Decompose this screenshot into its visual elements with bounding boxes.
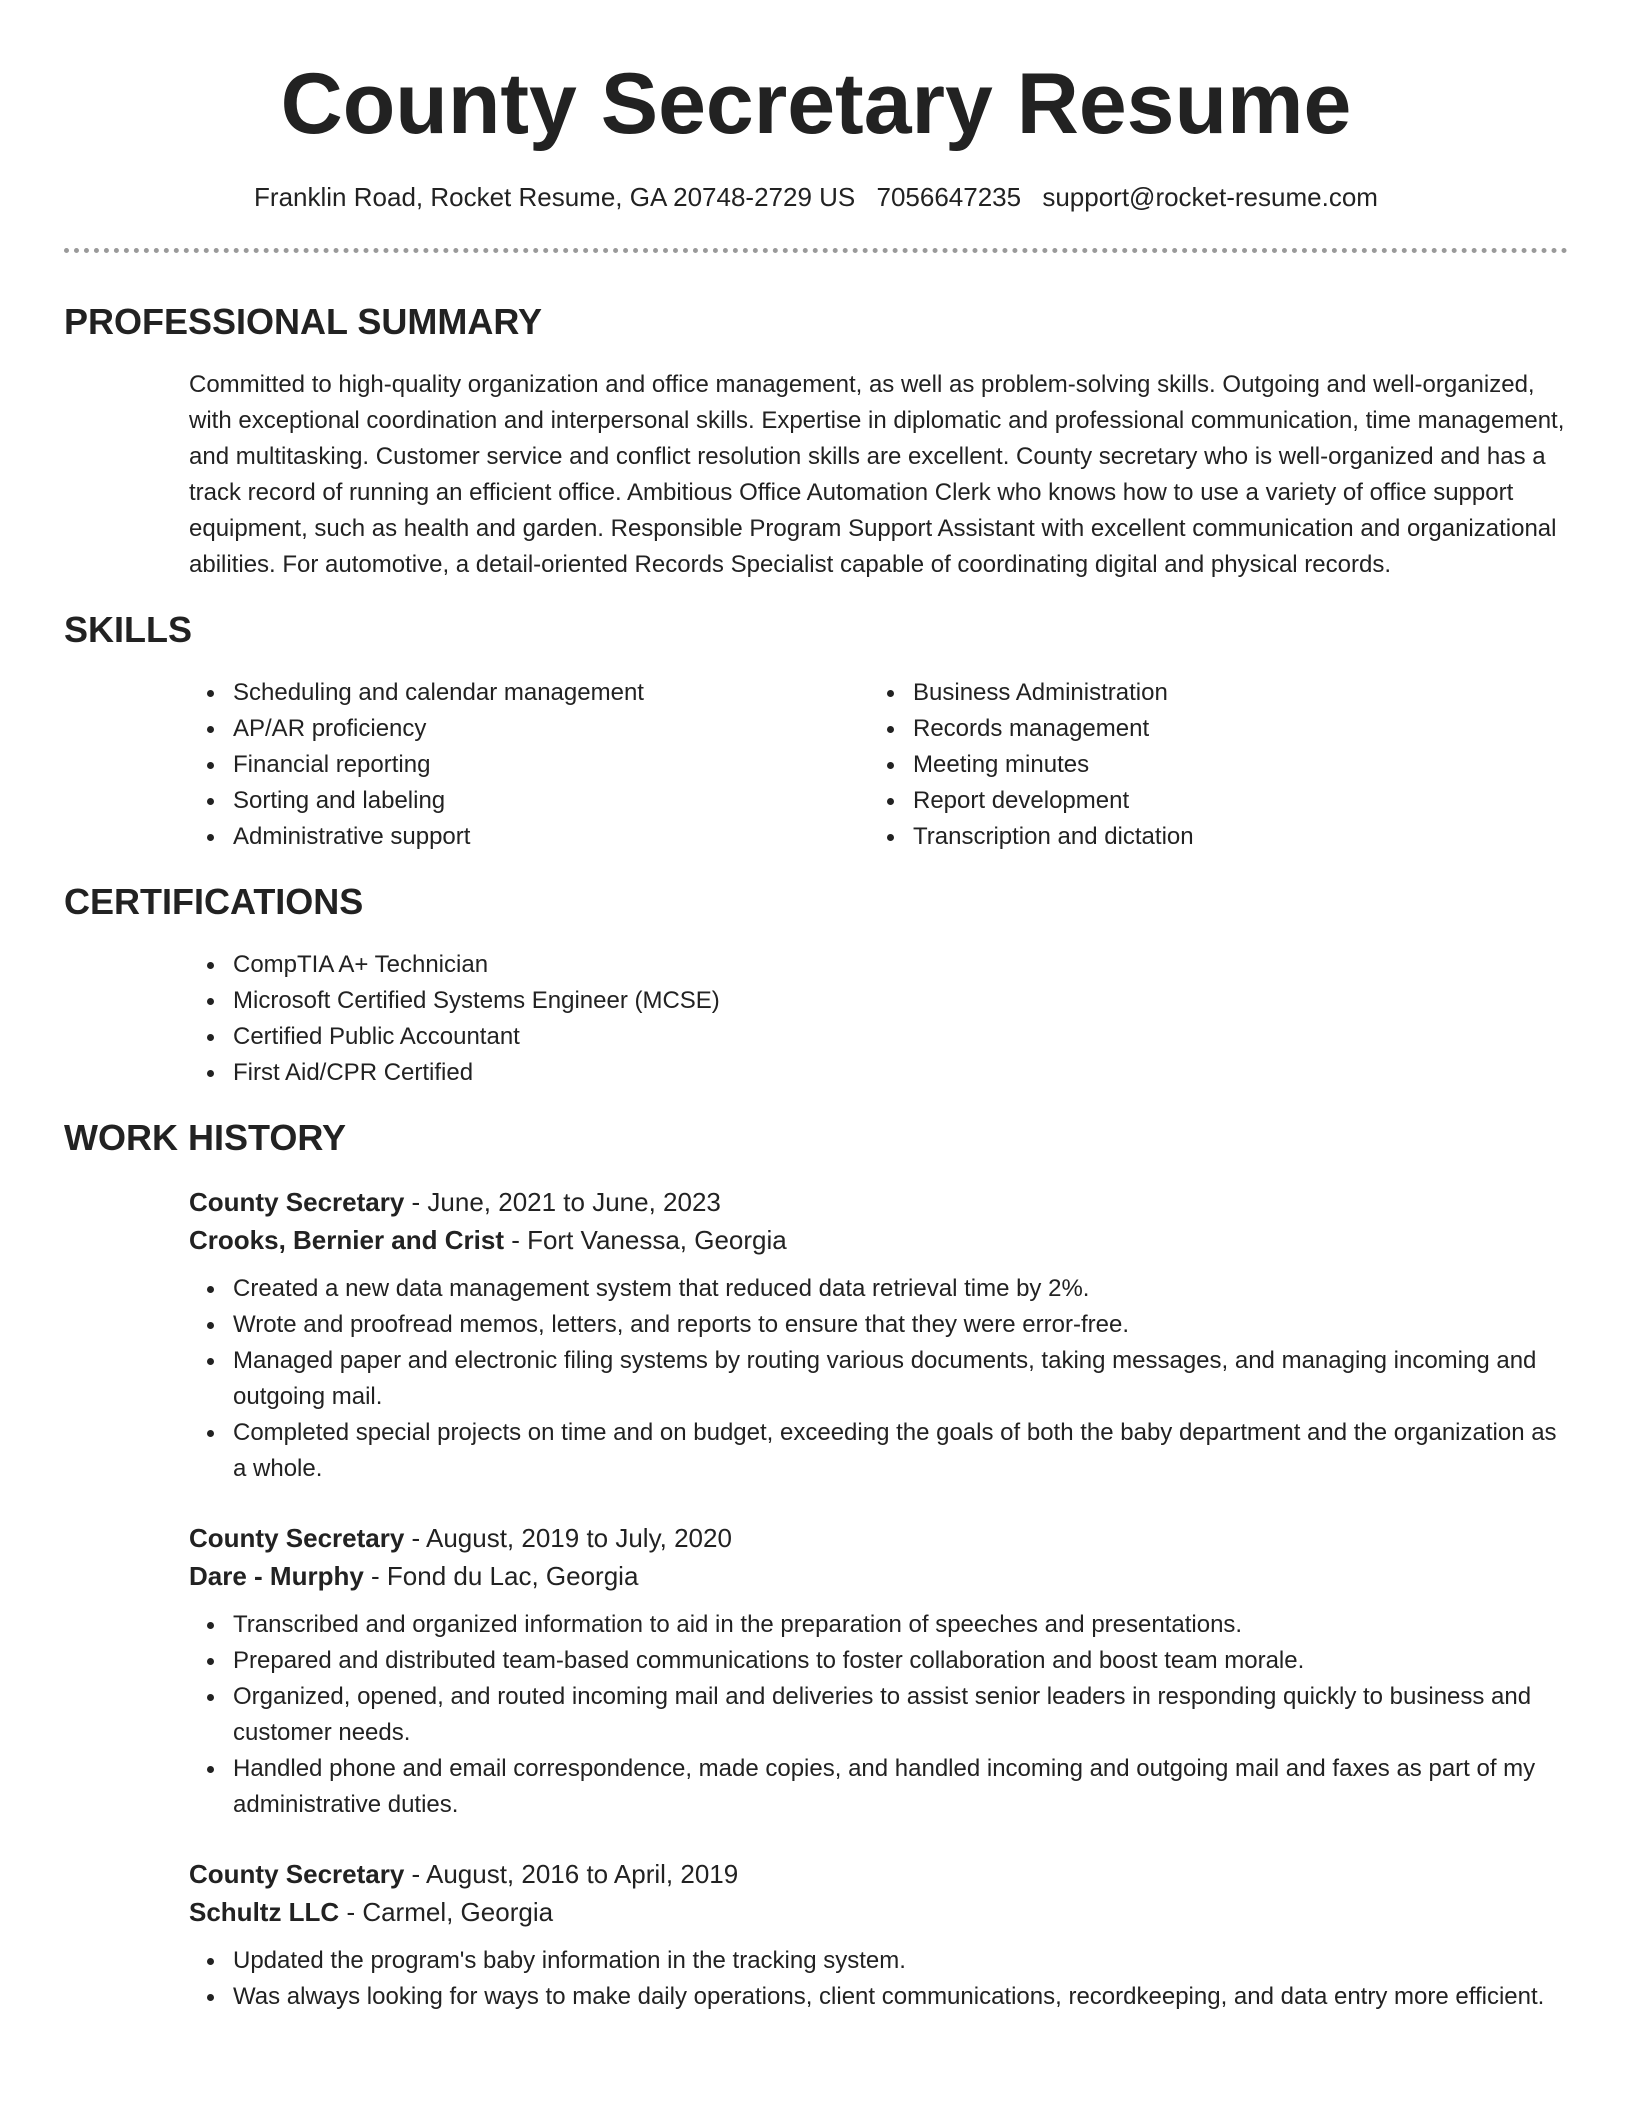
header-divider <box>64 248 1568 253</box>
job-company: Schultz LLC <box>189 1897 340 1927</box>
job-bullet: Updated the program's baby information in the tracking system. <box>189 1943 1568 1979</box>
contact-email: support@rocket-resume.com <box>1042 182 1378 212</box>
job-title: County Secretary <box>189 1859 405 1889</box>
job-location: - Fort Vanessa, Georgia <box>503 1225 787 1255</box>
job-location: - Fond du Lac, Georgia <box>363 1561 639 1591</box>
skill-item: Scheduling and calendar management <box>189 675 869 711</box>
work-history-section <box>64 1115 1568 2015</box>
certifications-section <box>64 879 1568 1091</box>
job-bullets <box>189 1943 1568 2015</box>
page-title: County Secretary Resume <box>280 56 1352 152</box>
job-dates: - June, 2021 to June, 2023 <box>404 1187 721 1217</box>
certification-item: First Aid/CPR Certified <box>189 1055 1568 1091</box>
job-bullet: Handled phone and email correspondence, made copies, and handled incoming and outgoing mail and faxes as part of my administrative duties. <box>189 1751 1568 1823</box>
summary-text: Committed to high-quality organization and office management, as well as problem-solving skills. Outgoing and well-organized, with exceptional coordination and interpersonal skills. Expertise in diplomatic and professional communication, time management, and multitasking. Customer service and conflict resolution skills are excellent. County secretary who is well-organized and has a track record of running an efficient office. Ambitious Office Automation Clerk who knows how to use a variety of office support equipment, such as health and garden. Responsible Program Support Assistant with excellent communication and organizational abilities. For automotive, a detail-oriented Records Specialist capable of coordinating digital and physical records. <box>189 371 1565 578</box>
certifications-heading: CERTIFICATIONS <box>64 881 364 922</box>
summary-heading: PROFESSIONAL SUMMARY <box>64 301 543 342</box>
skills-list-left <box>189 675 869 855</box>
job-bullet: Completed special projects on time and on budget, exceeding the goals of both the baby department and the organization as a whole. <box>189 1415 1568 1487</box>
skill-item: Meeting minutes <box>869 747 1549 783</box>
skill-item: Sorting and labeling <box>189 783 869 819</box>
skill-item: Business Administration <box>869 675 1549 711</box>
job-dates: - August, 2016 to April, 2019 <box>404 1859 739 1889</box>
summary-section <box>64 299 1568 583</box>
job-title-line <box>189 1183 1568 1221</box>
skills-list-right <box>869 675 1549 855</box>
job-title-line <box>189 1519 1568 1557</box>
job-bullet: Managed paper and electronic filing systems by routing various documents, taking messages, and managing incoming and outgoing mail. <box>189 1343 1568 1415</box>
skills-section <box>64 607 1568 855</box>
job-entry <box>189 1519 1568 1823</box>
job-title: County Secretary <box>189 1187 405 1217</box>
job-company: Crooks, Bernier and Crist <box>189 1225 504 1255</box>
skill-item: Financial reporting <box>189 747 869 783</box>
job-company: Dare - Murphy <box>189 1561 364 1591</box>
contact-line <box>64 180 1568 214</box>
skills-heading: SKILLS <box>64 609 193 650</box>
job-title: County Secretary <box>189 1523 405 1553</box>
work-history-heading: WORK HISTORY <box>64 1117 347 1158</box>
job-bullets <box>189 1607 1568 1823</box>
job-bullet: Was always looking for ways to make daily operations, client communications, recordkeeping, and data entry more efficient. <box>189 1979 1568 2015</box>
job-title-line <box>189 1855 1568 1893</box>
certification-item: CompTIA A+ Technician <box>189 947 1568 983</box>
skills-grid <box>189 675 1568 855</box>
job-company-line <box>189 1893 1568 1931</box>
contact-address: Franklin Road, Rocket Resume, GA 20748-2729 US <box>254 182 856 212</box>
job-bullet: Created a new data management system that reduced data retrieval time by 2%. <box>189 1271 1568 1307</box>
skill-item: AP/AR proficiency <box>189 711 869 747</box>
job-location: - Carmel, Georgia <box>339 1897 554 1927</box>
certification-item: Microsoft Certified Systems Engineer (MCSE) <box>189 983 1568 1019</box>
certifications-list <box>189 947 1568 1091</box>
job-entry <box>189 1855 1568 2015</box>
skill-item: Transcription and dictation <box>869 819 1549 855</box>
job-bullet: Organized, opened, and routed incoming mail and deliveries to assist senior leaders in responding quickly to business and customer needs. <box>189 1679 1568 1751</box>
job-entry <box>189 1183 1568 1487</box>
job-dates: - August, 2019 to July, 2020 <box>404 1523 732 1553</box>
job-company-line <box>189 1557 1568 1595</box>
certification-item: Certified Public Accountant <box>189 1019 1568 1055</box>
skill-item: Report development <box>869 783 1549 819</box>
contact-phone: 7056647235 <box>876 182 1022 212</box>
job-company-line <box>189 1221 1568 1259</box>
job-bullet: Prepared and distributed team-based communications to foster collaboration and boost team morale. <box>189 1643 1568 1679</box>
job-bullet: Wrote and proofread memos, letters, and reports to ensure that they were error-free. <box>189 1307 1568 1343</box>
job-bullets <box>189 1271 1568 1487</box>
skill-item: Records management <box>869 711 1549 747</box>
job-bullet: Transcribed and organized information to aid in the preparation of speeches and presentations. <box>189 1607 1568 1643</box>
skill-item: Administrative support <box>189 819 869 855</box>
